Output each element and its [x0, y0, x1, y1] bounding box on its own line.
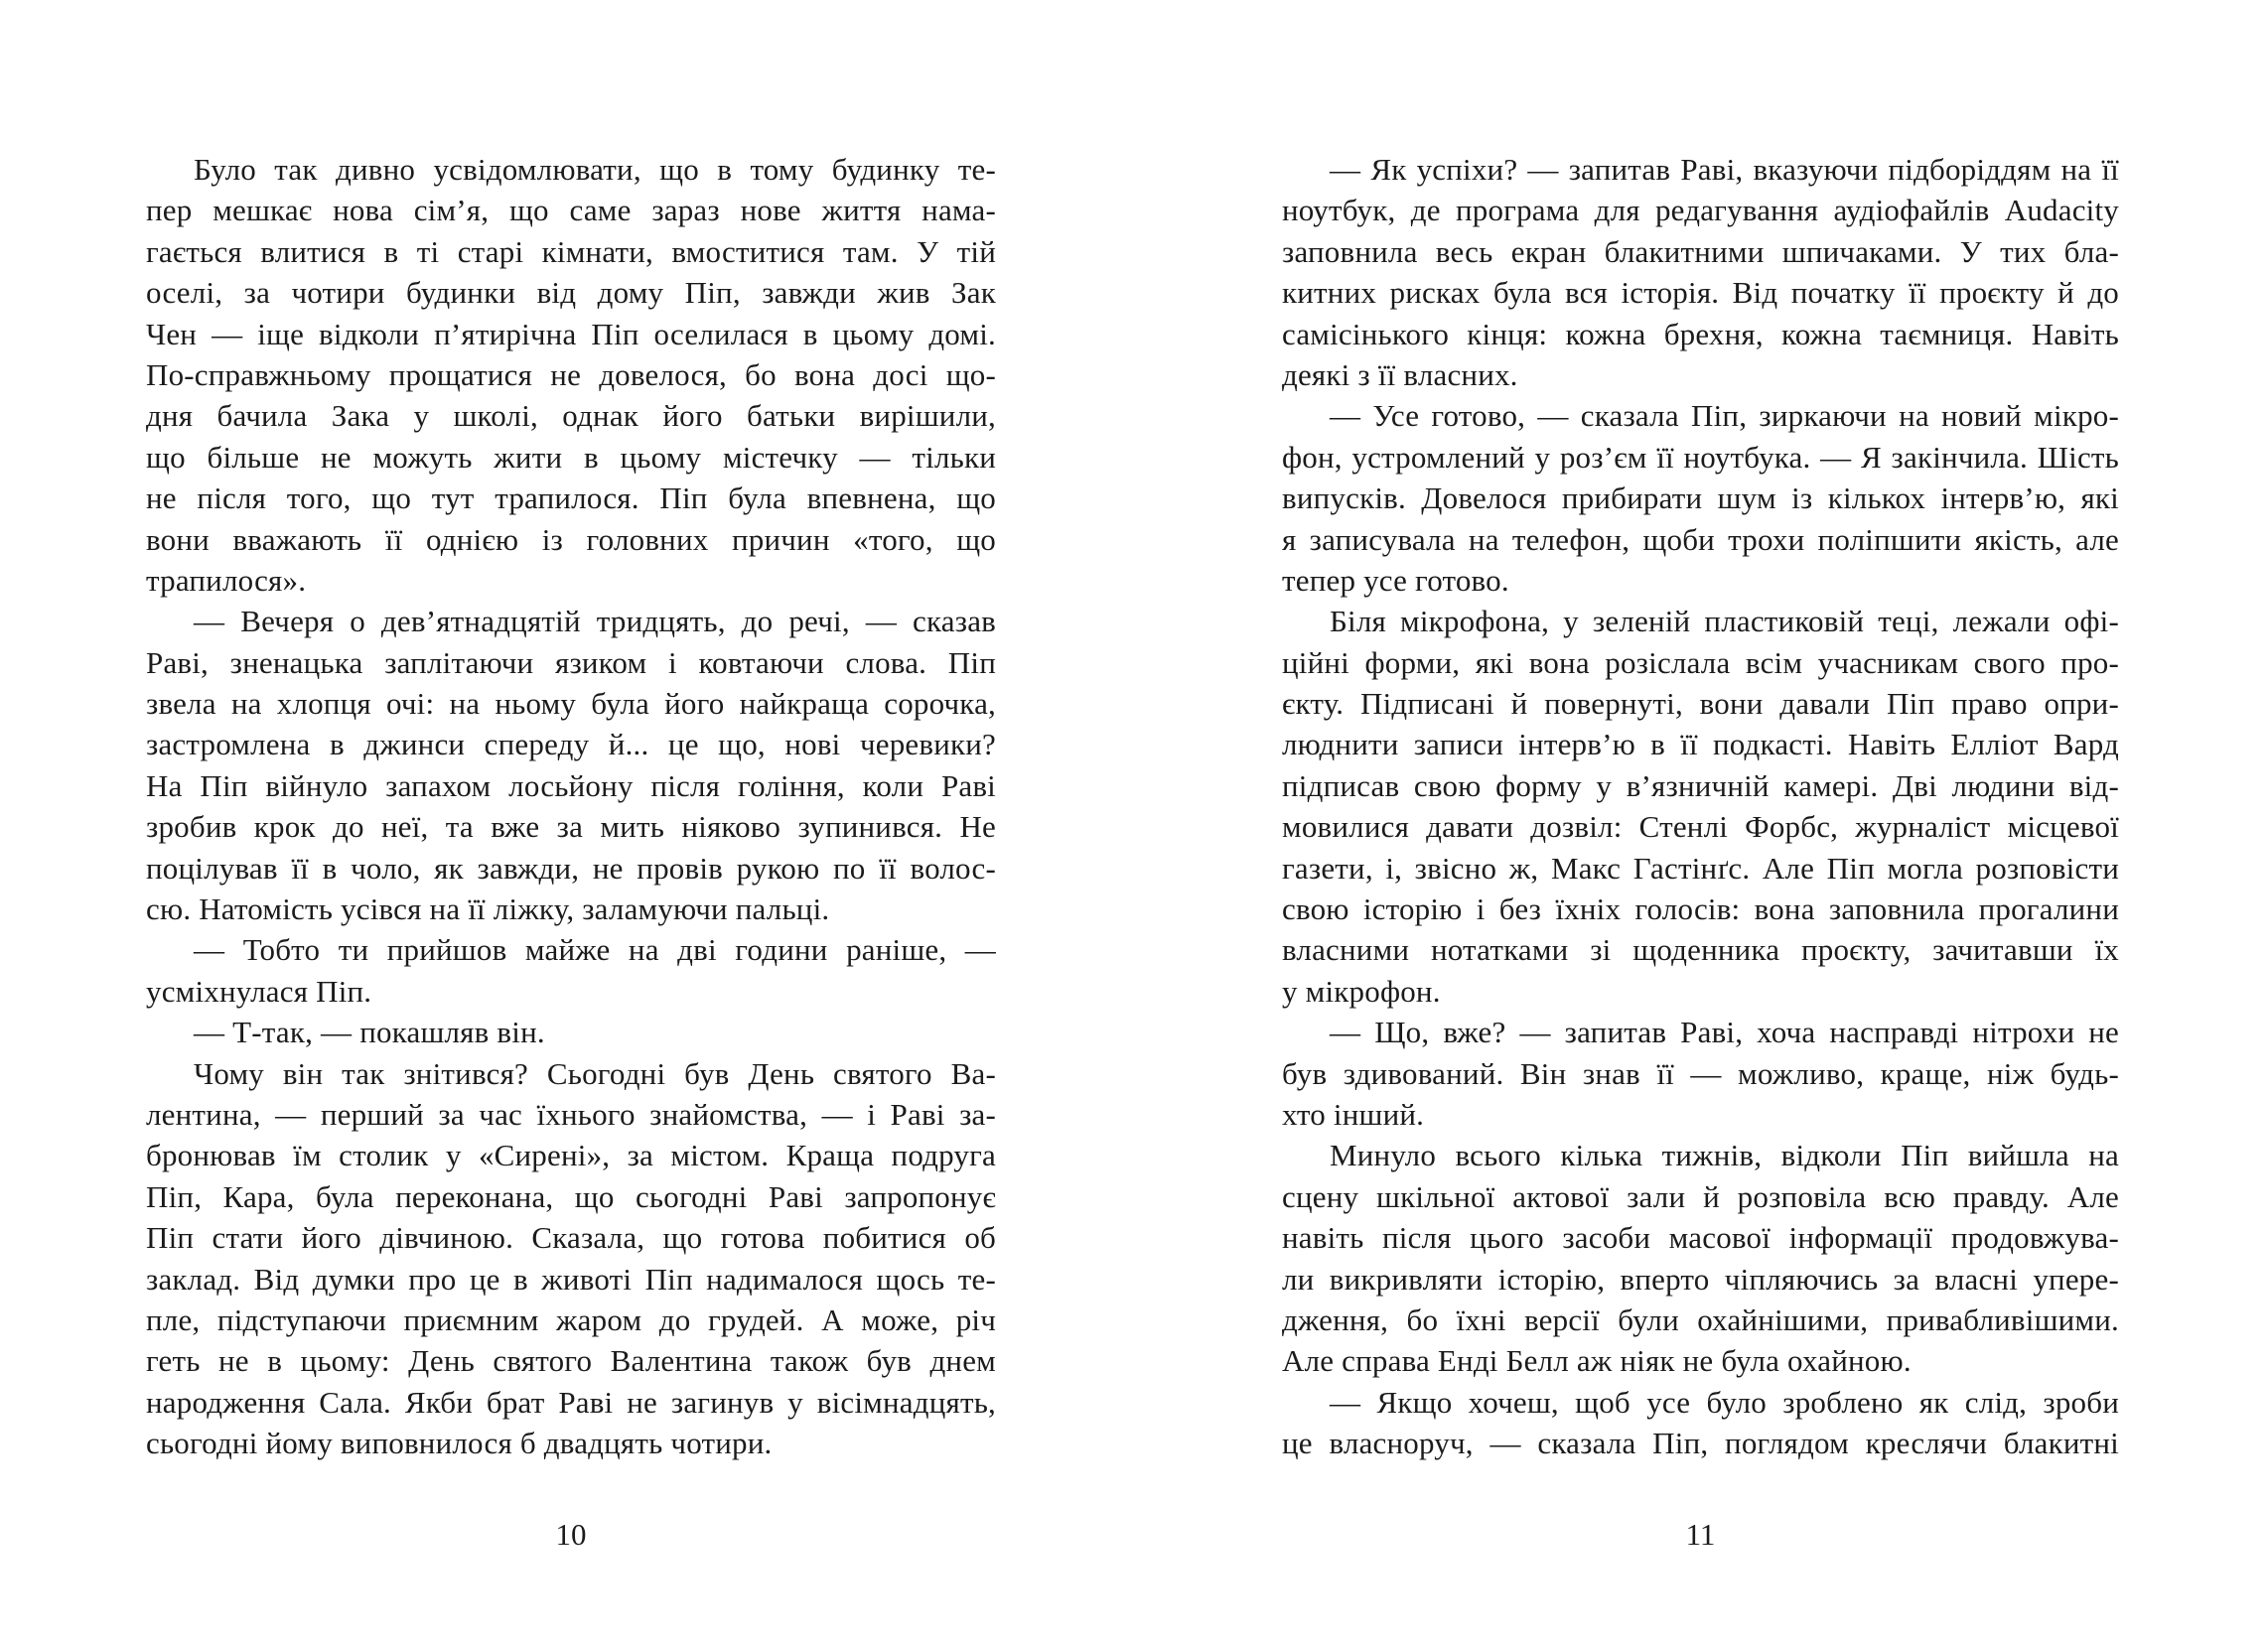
- text-line: заповнила весь екран блакитними шпичаками. У тих бла-: [1282, 233, 2119, 269]
- text-line: пер мешкає нова сім’я, що саме зараз нове життя нама-: [146, 193, 996, 228]
- text-line: На Піп війнуло запахом лосьйону після гоління, коли Раві: [146, 767, 996, 803]
- text-line: — Тобто ти прийшов майже на дві години раніше, —: [194, 932, 996, 968]
- text-line: деякі з її власних.: [1282, 356, 1518, 392]
- text-line: я записувала на телефон, щоби трохи поліпшити якість, але: [1282, 521, 2119, 557]
- left-page-text: [146, 149, 996, 1464]
- text-line: самісінького кінця: кожна брехня, кожна таємниця. Навіть: [1282, 316, 2119, 351]
- text-line: звела на хлопця очі: на ньому була його найкраща сорочка,: [146, 686, 996, 722]
- text-line: поцілував її в чоло, як завжди, не провів рукою по її волос-: [146, 850, 996, 886]
- text-line: Піп стати його дівчиною. Сказала, що готова побитися об: [146, 1220, 996, 1256]
- text-line: зробив крок до неї, та вже за мить ніяково зупинився. Не: [146, 809, 996, 845]
- text-line: китних рисках була вся історія. Від початку її проєкту й до: [1282, 275, 2119, 311]
- text-line: По-справжньому прощатися не довелося, бо вона досі що-: [146, 356, 996, 392]
- text-line: пле, підступаючи приємним жаром до грудей. А може, річ: [146, 1301, 996, 1337]
- text-line: газети, і, звісно ж, Макс Гастінґс. Але Піп могла розповісти: [1282, 850, 2119, 886]
- text-line: не після того, що тут трапилося. Піп була впевнена, що: [146, 480, 996, 516]
- text-line: Але справа Енді Белл аж ніяк не була охайною.: [1282, 1343, 1912, 1379]
- text-line: був здивований. Він знав її — можливо, краще, ніж будь-: [1282, 1055, 2119, 1091]
- text-line: Піп, Кара, була переконана, що сьогодні Раві запропонує: [146, 1178, 996, 1214]
- text-line: застромлена в джинси спереду й... це що, нові черевики?: [146, 727, 996, 762]
- text-line: ційні форми, які вона розіслала всім учасникам свого про-: [1282, 644, 2119, 680]
- right-page-text: [1282, 149, 2119, 1464]
- text-line: гається влитися в ті старі кімнати, вмоститися там. У тій: [146, 233, 996, 269]
- text-line: сьогодні йому виповнилося б двадцять чотири.: [146, 1426, 773, 1461]
- text-line: свою історію і без їхніх голосів: вона заповнила прогалини: [1282, 891, 2119, 927]
- right-page: [1134, 0, 2268, 1642]
- text-line: бронював їм столик у «Сирені», за містом. Краща подруга: [146, 1138, 996, 1173]
- text-line: оселі, за чотири будинки від дому Піп, завжди жив Зак: [146, 275, 996, 311]
- text-line: дня бачила Зака у школі, однак його батьки вирішили,: [146, 398, 996, 434]
- text-line: дження, бо їхні версії були охайнішими, привабливішими.: [1282, 1301, 2119, 1337]
- text-line: Було так дивно усвідомлювати, що в тому будинку те-: [194, 152, 996, 187]
- text-line: хто інший.: [1282, 1096, 1425, 1132]
- text-line: трапилося».: [146, 562, 307, 598]
- text-line: ли викривляти історію, вперто чіпляючись за власні упере-: [1282, 1261, 2119, 1297]
- text-line: вони вважають її однією із головних причин «того, що: [146, 521, 996, 557]
- text-line: навіть після цього засоби масової інформації продовжува-: [1282, 1220, 2119, 1256]
- text-line: тепер усе готово.: [1282, 562, 1509, 598]
- text-line: лентина, — перший за час їхнього знайомства, — і Раві за-: [146, 1096, 996, 1132]
- text-line: — Як успіхи? — запитав Раві, вказуючи підборіддям на її: [1330, 152, 2119, 187]
- text-line: власними нотатками зі щоденника проєкту, зачитавши їх: [1282, 932, 2119, 968]
- text-line: це власноруч, — сказала Піп, поглядом креслячи блакитні: [1282, 1426, 2119, 1461]
- text-line: у мікрофон.: [1282, 973, 1441, 1009]
- left-page-number: 10: [555, 1517, 587, 1552]
- text-line: усміхнулася Піп.: [146, 973, 372, 1009]
- text-line: Чому він так знітився? Сьогодні був День святого Ва-: [194, 1055, 996, 1091]
- text-line: Чен — іще відколи п’ятирічна Піп оселилася в цьому домі.: [146, 316, 996, 351]
- text-line: ноутбук, де програма для редагування аудіофайлів Audacity: [1282, 193, 2119, 228]
- text-line: фон, устромлений у роз’єм її ноутбука. — Я закінчила. Шість: [1282, 439, 2119, 475]
- right-page-number: 11: [1685, 1517, 1716, 1552]
- text-line: підписав свою форму у в’язничній камері. Дві людини від-: [1282, 767, 2119, 803]
- text-line: Біля мікрофона, у зеленій пластиковій теці, лежали офі-: [1330, 604, 2119, 639]
- text-line: — Т-так, — покашляв він.: [194, 1015, 545, 1050]
- text-line: випусків. Довелося прибирати шум із кількох інтерв’ю, які: [1282, 480, 2119, 516]
- text-line: народження Сала. Якби брат Раві не загинув у вісімнадцять,: [146, 1384, 996, 1420]
- text-line: — Вечеря о дев’ятнадцятій тридцять, до речі, — сказав: [194, 604, 996, 639]
- text-line: геть не в цьому: День святого Валентина також був днем: [146, 1343, 996, 1379]
- text-line: Раві, зненацька заплітаючи язиком і ковтаючи слова. Піп: [146, 644, 996, 680]
- text-line: сю. Натомість усівся на її ліжку, заламуючи пальці.: [146, 891, 830, 927]
- text-line: люднити записи інтерв’ю в її подкасті. Навіть Елліот Вард: [1282, 727, 2119, 762]
- text-line: — Якщо хочеш, щоб усе було зроблено як слід, зроби: [1330, 1384, 2119, 1420]
- text-line: Минуло всього кілька тижнів, відколи Піп вийшла на: [1330, 1138, 2119, 1173]
- text-line: — Що, вже? — запитав Раві, хоча насправді нітрохи не: [1330, 1015, 2119, 1050]
- text-line: — Усе готово, — сказала Піп, зиркаючи на новий мікро-: [1330, 398, 2119, 434]
- text-line: мовилися давати дозвіл: Стенлі Форбс, журналіст місцевої: [1282, 809, 2119, 845]
- text-line: заклад. Від думки про це в животі Піп надималося щось те-: [146, 1261, 996, 1297]
- text-line: що більше не можуть жити в цьому містечку — тільки: [146, 439, 996, 475]
- text-line: сцену шкільної актової зали й розповіла всю правду. Але: [1282, 1178, 2119, 1214]
- text-line: єкту. Підписані й повернуті, вони давали Піп право опри-: [1282, 686, 2119, 722]
